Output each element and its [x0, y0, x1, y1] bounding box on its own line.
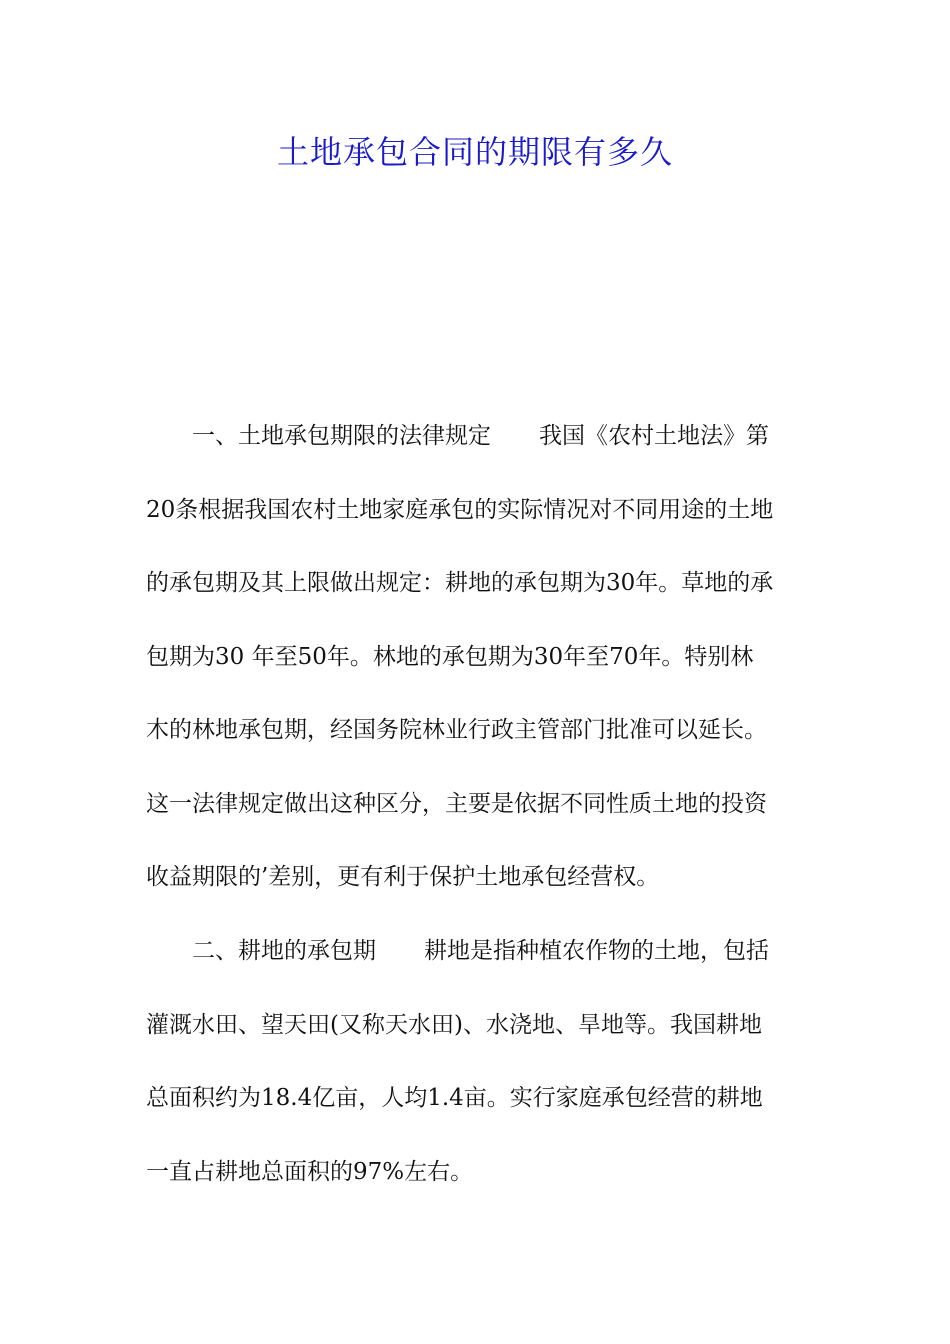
paragraph-line: 包期为30 年至50年。林地的承包期为30年至70年。特别林	[146, 643, 754, 670]
paragraph-line: 的承包期及其上限做出规定：耕地的承包期为30年。草地的承	[146, 570, 774, 596]
paragraph-line: 收益期限的’差别，更有利于保护土地承包经营权。	[146, 864, 660, 890]
paragraph-line: 这一法律规定做出这种区分，主要是依据不同性质土地的投资	[146, 790, 767, 817]
paragraph-line: 20条根据我国农村土地家庭承包的实际情况对不同用途的土地	[146, 496, 774, 523]
paragraph-land-contract-law	[146, 400, 806, 915]
section-heading: 一、土地承包期限的法律规定	[192, 423, 491, 449]
paragraph-text: 我国《农村土地法》第	[539, 423, 769, 449]
section-heading: 二、耕地的承包期	[192, 938, 376, 964]
paragraph-farmland-contract-period	[146, 915, 806, 1209]
paragraph-line	[146, 915, 806, 989]
page-title: 土地承包合同的期限有多久	[276, 133, 673, 171]
paragraph-line: 总面积约为18.4亿亩，人均1.4亩。实行家庭承包经营的耕地	[146, 1085, 763, 1111]
paragraph-line: 灌溉水田、望天田(又称天水田)、水浇地、旱地等。我国耕地	[146, 1011, 762, 1038]
paragraph-text: 耕地是指种植农作物的土地，包括	[424, 938, 769, 964]
paragraph-line: 木的林地承包期，经国务院林业行政主管部门批准可以延长。	[146, 717, 767, 743]
paragraph-line	[146, 400, 806, 474]
paragraph-line: 一直占耕地总面积的97%左右。	[146, 1158, 474, 1185]
